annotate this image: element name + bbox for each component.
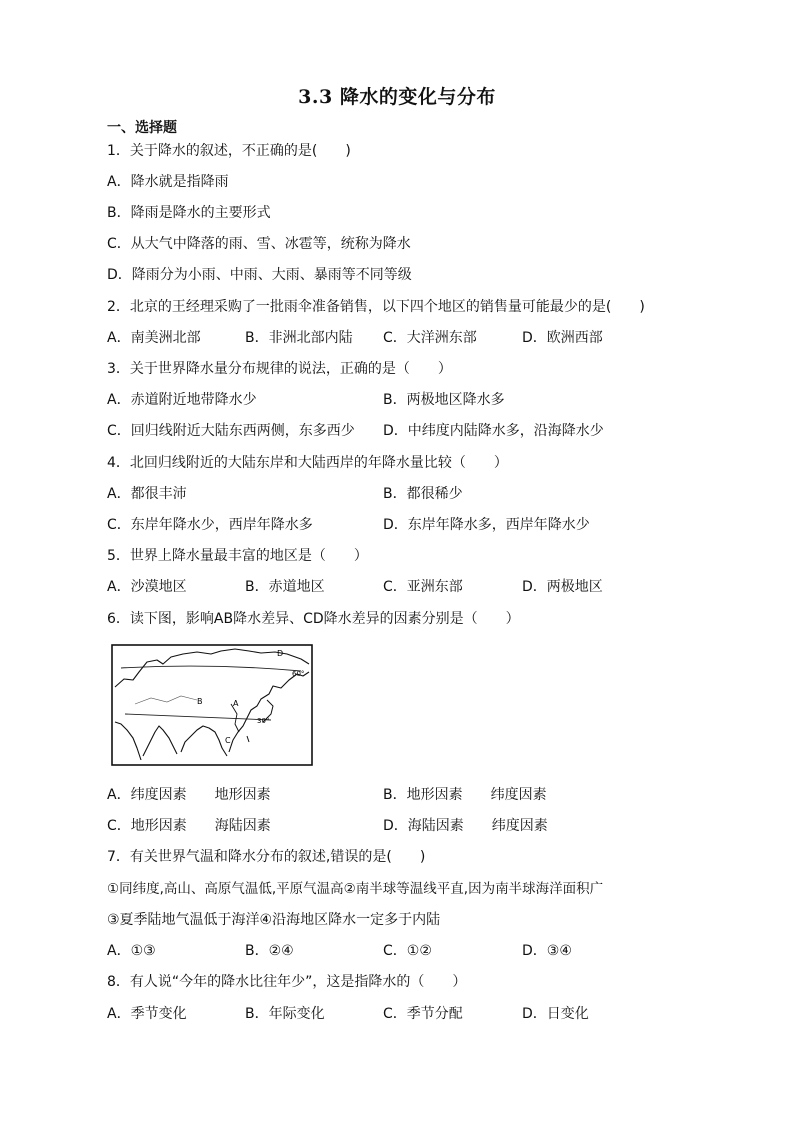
question-5-option-c[interactable]: C．亚洲东部 — [383, 579, 463, 595]
question-1-option-a[interactable]: A．降水就是指降雨 — [107, 174, 229, 190]
question-8-option-c[interactable]: C．季节分配 — [383, 1006, 463, 1022]
question-2-option-b[interactable]: B．非洲北部内陆 — [245, 330, 353, 346]
map-label-30-degrees: 30° — [257, 717, 270, 725]
question-3-stem: 3．关于世界降水量分布规律的说法，正确的是（ ） — [107, 361, 452, 377]
question-5-option-d[interactable]: D．两极地区 — [522, 579, 603, 595]
map-label-60-degrees: 60° — [292, 670, 305, 678]
question-7-statement-1: ①同纬度,高山、高原气温低,平原气温高②南半球等温线平直,因为南半球海洋面积广 — [107, 881, 604, 897]
question-8-option-a[interactable]: A．季节变化 — [107, 1006, 187, 1022]
question-8-option-b[interactable]: B．年际变化 — [245, 1006, 325, 1022]
question-4-option-b[interactable]: B．都很稀少 — [383, 486, 463, 502]
question-7-option-a[interactable]: A．①③ — [107, 943, 156, 959]
question-8-option-d[interactable]: D．日变化 — [522, 1006, 589, 1022]
question-7-statement-2: ③夏季陆地气温低于海洋④沿海地区降水一定多于内陆 — [107, 912, 441, 928]
question-4-option-a[interactable]: A．都很丰沛 — [107, 486, 187, 502]
question-6-option-b[interactable]: B．地形因素 纬度因素 — [383, 787, 547, 803]
question-7-stem: 7．有关世界气温和降水分布的叙述,错误的是( ) — [107, 849, 426, 865]
question-5-option-a[interactable]: A．沙漠地区 — [107, 579, 187, 595]
question-4-option-d[interactable]: D．东岸年降水多，西岸年降水少 — [383, 517, 590, 533]
question-8-stem: 8．有人说“今年的降水比往年少”，这是指降水的（ ） — [107, 974, 467, 990]
map-label-c: C — [225, 736, 231, 745]
map-label-a: A — [233, 699, 239, 708]
question-3-option-b[interactable]: B．两极地区降水多 — [383, 392, 505, 408]
question-7-option-d[interactable]: D．③④ — [522, 943, 572, 959]
question-3-option-c[interactable]: C．回归线附近大陆东西两侧，东多西少 — [107, 423, 355, 439]
question-6-stem: 6．读下图，影响AB降水差异、CD降水差异的因素分别是（ ） — [107, 611, 520, 627]
question-6-option-c[interactable]: C．地形因素 海陆因素 — [107, 818, 271, 834]
question-1-option-b[interactable]: B．降雨是降水的主要形式 — [107, 205, 271, 221]
question-7-option-b[interactable]: B．②④ — [245, 943, 294, 959]
map-label-b: B — [197, 697, 203, 706]
question-2-option-c[interactable]: C．大洋洲东部 — [383, 330, 477, 346]
question-2-option-a[interactable]: A．南美洲北部 — [107, 330, 201, 346]
question-2-stem: 2．北京的王经理采购了一批雨伞准备销售，以下四个地区的销售量可能最少的是( ) — [107, 299, 645, 315]
question-7-option-c[interactable]: C．①② — [383, 943, 432, 959]
question-5-option-b[interactable]: B．赤道地区 — [245, 579, 325, 595]
question-4-stem: 4．北回归线附近的大陆东岸和大陆西岸的年降水量比较（ ） — [107, 455, 508, 471]
question-4-option-c[interactable]: C．东岸年降水少，西岸年降水多 — [107, 517, 313, 533]
question-1-stem: 1．关于降水的叙述，不正确的是( ) — [107, 143, 351, 159]
asia-precipitation-map — [111, 644, 313, 766]
question-3-option-a[interactable]: A．赤道附近地带降水少 — [107, 392, 257, 408]
section-heading: 一、选择题 — [107, 120, 177, 136]
question-2-option-d[interactable]: D．欧洲西部 — [522, 330, 603, 346]
question-6-option-d[interactable]: D．海陆因素 纬度因素 — [383, 818, 548, 834]
question-3-option-d[interactable]: D．中纬度内陆降水多，沿海降水少 — [383, 423, 604, 439]
page-title: 3.3 降水的变化与分布 — [298, 86, 496, 108]
map-label-d: D — [277, 649, 284, 658]
question-6-option-a[interactable]: A．纬度因素 地形因素 — [107, 787, 271, 803]
question-1-option-d[interactable]: D．降雨分为小雨、中雨、大雨、暴雨等不同等级 — [107, 267, 412, 283]
question-1-option-c[interactable]: C．从大气中降落的雨、雪、冰雹等，统称为降水 — [107, 236, 411, 252]
question-5-stem: 5．世界上降水量最丰富的地区是（ ） — [107, 548, 368, 564]
